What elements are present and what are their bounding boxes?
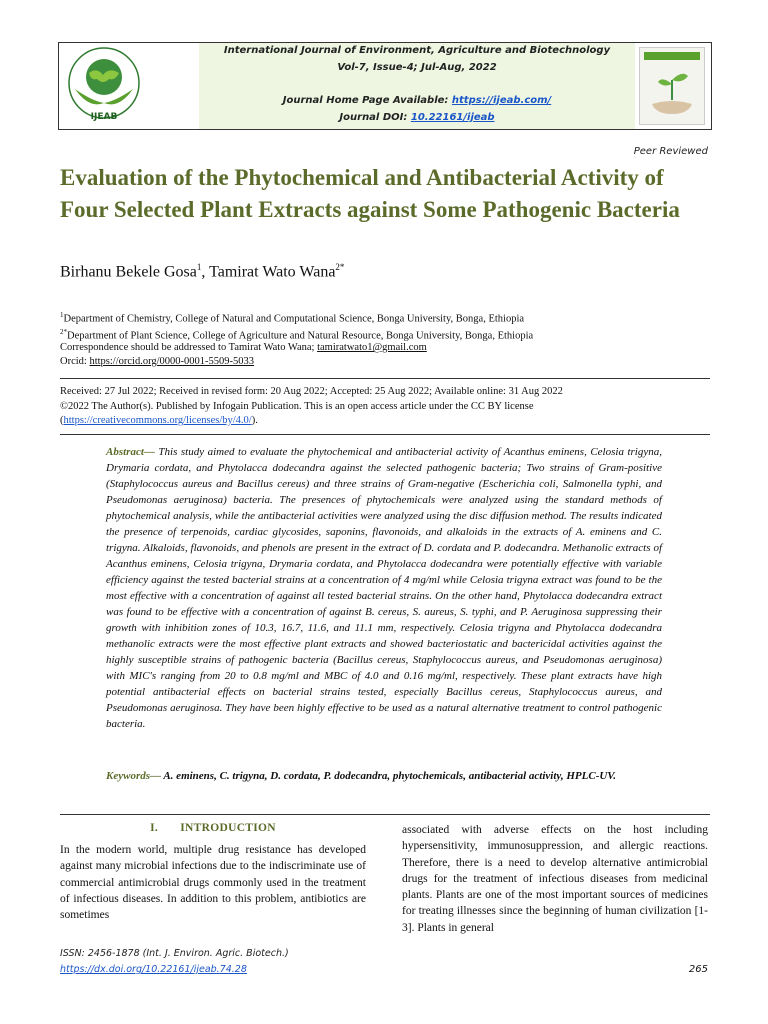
peer-reviewed-label: Peer Reviewed <box>633 146 708 157</box>
keywords-text: A. eminens, C. trigyna, D. cordata, P. dodecandra, phytochemicals, antibacterial activity, HPLC-UV. <box>163 770 616 782</box>
section-title: INTRODUCTION <box>180 822 276 834</box>
doi-link[interactable]: 10.22161/ijeab <box>410 112 495 123</box>
author-2-sup: 2* <box>335 262 345 272</box>
orcid-link[interactable]: https://orcid.org/0000-0001-5509-5033 <box>89 356 255 367</box>
paper-title: Evaluation of the Phytochemical and Antibacterial Activity of Four Selected Plant Extracts against Some Pathogenic Bacteria <box>60 165 680 222</box>
footer-doi-line <box>60 964 247 975</box>
author-1: Birhanu Bekele Gosa <box>60 263 197 281</box>
correspondence <box>60 341 427 355</box>
author-2: Tamirat Wato Wana <box>209 263 336 281</box>
author-list <box>60 262 344 281</box>
divider-section <box>60 814 710 815</box>
orcid <box>60 355 254 369</box>
journal-name: International Journal of Environment, Agriculture and Biotechnology <box>223 45 611 56</box>
homepage-line <box>199 95 635 106</box>
article-history: Received: 27 Jul 2022; Received in revised form: 20 Aug 2022; Accepted: 25 Aug 2022; Available online: 31 Aug 2022 <box>60 386 563 397</box>
abstract-label: Abstract <box>106 446 144 458</box>
homepage-label: Journal Home Page Available: <box>282 95 449 106</box>
license-text: ©2022 The Author(s). Published by Infogain Publication. This is an open access article under the CC BY license <box>60 401 534 412</box>
license-url-line <box>60 413 710 428</box>
corr-label: Correspondence should be addressed to Tamirat Wato Wana; <box>60 342 318 353</box>
affiliation-1 <box>60 308 524 327</box>
abstract-text: This study aimed to evaluate the phytochemical and antibacterial activity of Acanthus eminens, Celosia trigyna, Drymaria cordata, and Phytolacca dodecandra against the selected pathogenic bacteria; Two strains of Gram-positive (Staphylococcus aureus and Bacillus cereus) and three strains of Gram-negative (Escherichia coli, Salmonella typhi, and Pseudomonas aeruginosa) bacteria. The presences of phytochemicals were analyzed using the standard methods of phytochemical analysis, while the antibacterial activities were analyzed using the disc diffusion method. The results indicated the presence of terpenoids, cardiac glycosides, saponins, flavonoids, and alkaloids in the extracts of A. eminens and C. trigyna. Alkaloids, flavonoids, and phenols are present in the extract of D. cordata and P. dodecandra. Methanolic extracts of Acanthus eminens, Celosia trigyna, Drymaria cordata, and Phytolacca dodecandra were potentially effective with variable efficiency against the tested bacterial strains at a concentration of 4 mg/ml while Celosia trigyna extract was found to be the most effective with a concentration of against all tested bacterial strains. On the other hand, Phytolacca dodecandra extract was found to be effective with a concentration of against B. cereus, S. aureus, S. typhi, and P. Aeruginosa suppressing their growth with inhibition zones of 10.3, 16.7, 11.6, and 11.1 mm, respectively. Celosia trigyna and Phytolacca dodecandra methanolic extracts were the most effective plant extracts and showed bacteriostatic and bactericidal activities against the highly susceptible strains of pathogenic bacteria (Bacillus cereus, Staphylococcus aureus, and Pseudomonas aeruginosa) with MIC's ranging from 20 to 0.8 mg/ml and MBC of 4.0 and 0.16 mg/ml, respectively. These plant extracts have high potential antibacterial effects on bacterial strains tested, especially Bacillus cereus, Staphylococcus aureus, and Pseudomonas aeruginosa. They have been highly effective to be used as a natural alternative treatment to control pathogenic bacteria. <box>106 446 662 730</box>
orcid-label: Orcid: <box>60 356 90 367</box>
section-heading <box>60 822 366 834</box>
journal-header <box>58 42 712 130</box>
abstract-dash: — <box>143 446 159 458</box>
divider-bottom <box>60 434 710 435</box>
keywords <box>106 768 662 784</box>
homepage-link[interactable]: https://ijeab.com/ <box>451 95 552 106</box>
doi-line <box>199 112 635 123</box>
corr-email[interactable]: tamiratwato1@gmail.com <box>317 342 427 353</box>
license-paren-close: ). <box>251 415 258 426</box>
journal-volume: Vol-7, Issue-4; Jul-Aug, 2022 <box>337 62 497 73</box>
author-separator: , <box>201 263 210 281</box>
keywords-label: Keywords <box>106 770 150 782</box>
abstract <box>106 444 662 732</box>
page-number: 265 <box>688 964 708 975</box>
footer-doi-link[interactable]: https://dx.doi.org/10.22161/ijeab.74.28 <box>60 964 247 975</box>
journal-cover-thumbnail <box>639 47 705 125</box>
journal-logo-icon <box>65 47 143 125</box>
aff2-text: Department of Plant Science, College of Agriculture and Natural Resource, Bonga University, Bonga, Ethiopia <box>67 330 534 342</box>
author-1-sup: 1 <box>196 262 202 272</box>
keywords-dash: — <box>150 770 164 782</box>
section-number: I. <box>150 822 159 834</box>
divider-top <box>60 378 710 379</box>
logo-text: IJEAB <box>90 112 118 122</box>
license-link[interactable]: https://creativecommons.org/licenses/by/4.0/ <box>63 415 252 426</box>
doi-label: Journal DOI: <box>339 112 408 123</box>
aff1-sup: 1 <box>60 311 64 319</box>
body-column-right: associated with adverse effects on the host including hypersensitivity, immunosuppression, and allergic reactions. Therefore, there is a need to develop alternative antimicrobial drugs for the treatment of infectious diseases from medicinal plants. Plants are one of the most important sources of medicines for treating illnesses since the beginning of human civilization [1-3]. Plants in general <box>402 824 708 934</box>
aff2-sup: 2* <box>60 328 67 336</box>
body-column-left: In the modern world, multiple drug resistance has developed against many microbial infections due to the indiscriminate use of commercial antimicrobial drugs commonly used in the treatment of infectious diseases. In addition to this problem, antibiotics are sometimes <box>60 844 366 922</box>
footer-issn: ISSN: 2456-1878 (Int. J. Environ. Agric. Biotech.) <box>60 948 289 959</box>
aff1-text: Department of Chemistry, College of Natural and Computational Science, Bonga University, Bonga, Ethiopia <box>63 313 525 325</box>
license-paren-open: ( <box>60 415 64 426</box>
plant-in-hand-icon <box>640 48 704 124</box>
